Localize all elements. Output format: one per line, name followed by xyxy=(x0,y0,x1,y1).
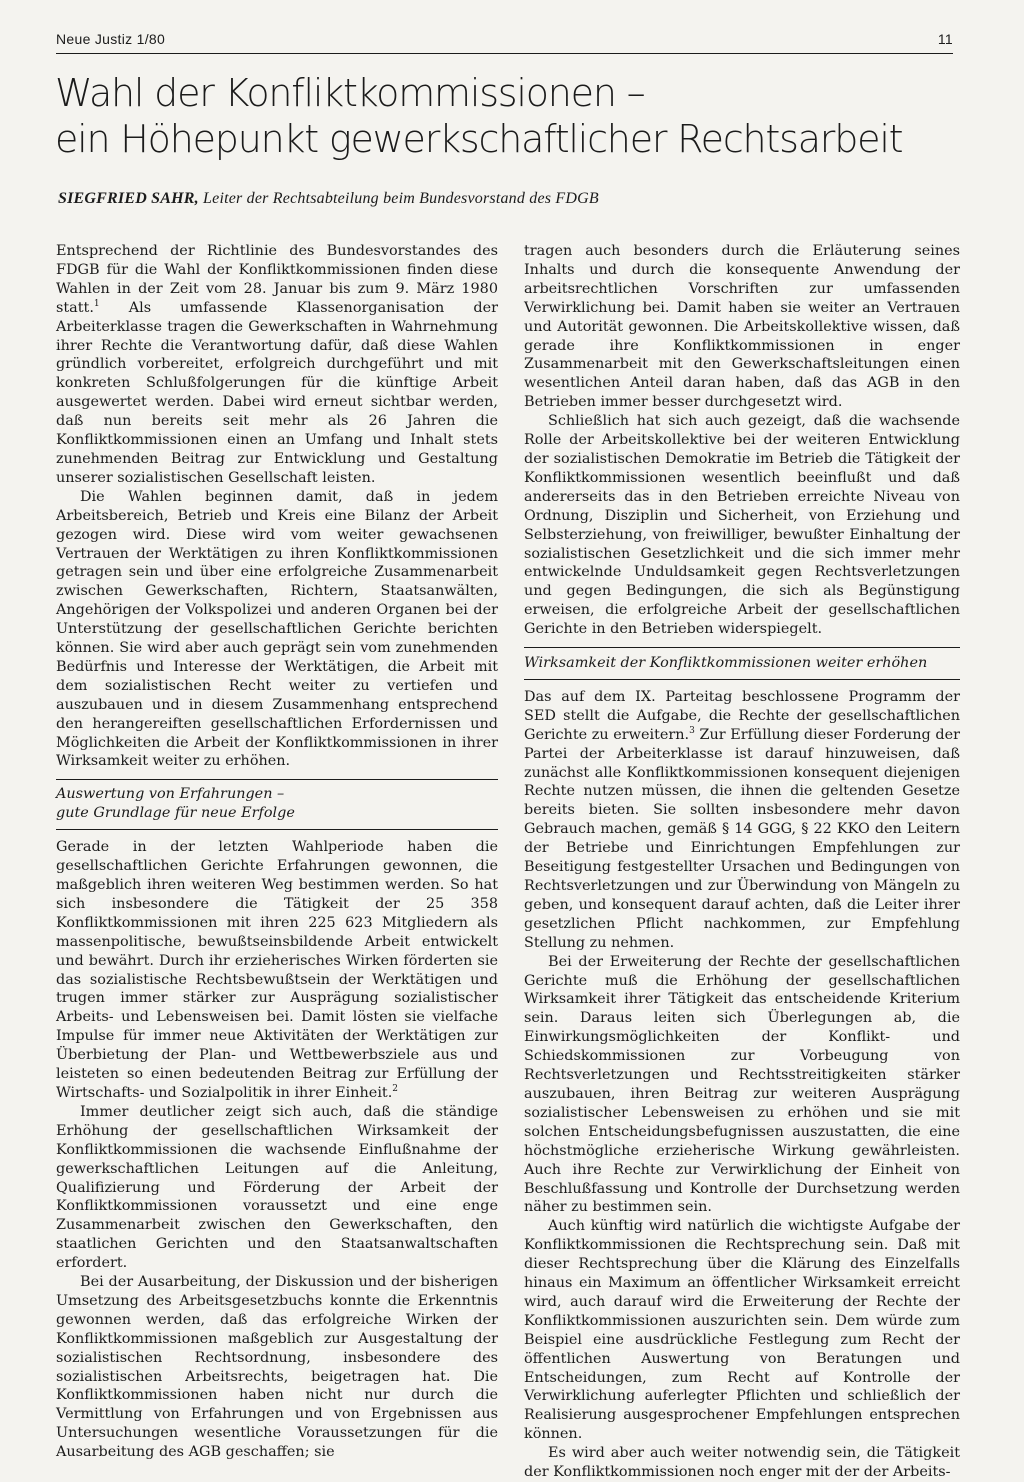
article-title xyxy=(55,70,955,162)
paragraph-text: Entsprechend der Richtlinie des Bundesvorstandes des FDGB für die Wahl der Konfliktkommissionen finden diese Wahlen in der Zeit vom 28. Januar bis zum 9. März 1980 statt. xyxy=(56,243,498,316)
author-role: Leiter der Rechtsabteilung beim Bundesvorstand des FDGB xyxy=(198,190,599,207)
spacer xyxy=(56,830,498,838)
left-column xyxy=(56,242,498,1462)
page-number: 11 xyxy=(937,31,953,47)
paragraph: Die Wahlen beginnen damit, daß in jedem Arbeitsbereich, Betrieb und Kreis eine Bilanz der Arbeit gezogen wird. Diese wird vom weiter gewachsenen Vertrauen der Werktätigen zu ihren Konfliktkommissionen getragen sein und über eine erfolgreiche Zusammenarbeit zwischen Gewerkschaften, Richtern, Staatsanwälten, Angehörigen der Volkspolizei und anderen Organen bei der Unterstützung der gesellschaftlichen Gerichte berichten können. Sie wird aber auch geprägt sein vom zunehmenden Bedürfnis und Interesse der Werktätigen, die Arbeit mit dem sozialistischen Recht weiter zu vertiefen und auszubauen und in diesem Zusammenhang entsprechend den herangereiften gesellschaftlichen Erfordernissen und Möglichkeiten die Arbeit der Konfliktkommissionen in ihrer Wirksamkeit weiter zu erhöhen. xyxy=(56,488,498,770)
section-heading-line: gute Grundlage für neue Erfolge xyxy=(56,805,295,822)
paragraph: Auch künftig wird natürlich die wichtigste Aufgabe der Konfliktkommissionen die Rechtsprechung sein. Daß mit dieser Rechtsprechung über die Klärung des Einzelfalls hinaus ein Maximum an öffentlicher Wirksamkeit erreicht wird, auch darauf wird die Erweiterung der Rechte der Konfliktkommissionen auszurichten sein. Dem würde zum Beispiel eine ausdrückliche Festlegung zum Recht der öffentlichen Auswertung von Beratungen und Entscheidungen, zum Recht auf Kontrolle der Verwirklichung auferlegter Pflichten und schließlich der Realisierung ausgesprochener Empfehlungen entsprechen können. xyxy=(524,1218,960,1443)
section-heading: Wirksamkeit der Konfliktkommissionen weiter erhöhen xyxy=(524,655,928,672)
right-column xyxy=(524,242,960,1482)
journal-issue: Neue Justiz 1/80 xyxy=(56,31,166,47)
paragraph: Bei der Erweiterung der Rechte der gesellschaftlichen Gerichte muß die Erhöhung der gesellschaftlichen Wirksamkeit ihrer Tätigkeit das entscheidende Kriterium sein. Daraus leiten sich Überlegungen ab, die Einwirkungsmöglichkeiten der Konflikt- und Schiedskommissionen zur Vorbeugung von Rechtsverletzungen und Rechtsstreitigkeiten stärker auszubauen, ihren Beitrag zur weiteren Ausprägung sozialistischer Lebensweisen zu erhöhen und sie mit solchen Entscheidungsbefugnissen auszustatten, die eine höchstmögliche erzieherische Wirkung gewährleisten. Auch ihre Rechte zur Verwirklichung der Einheit von Beschlußfassung und Kontrolle der Durchsetzung werden näher zu bestimmen sein. xyxy=(524,953,960,1216)
footnote-ref: 3 xyxy=(689,725,695,736)
paragraph-text: Zur Erfüllung dieser Forderung der Partei der Arbeiterklasse ist darauf hinzuweisen, daß zunächst alle Konfliktkommissionen konsequent diejenigen Rechte nutzen müssen, die ihnen die geltenden Gesetze bereits bieten. Sie sollten insbesondere mehr davon Gebrauch machen, gemäß § 14 GGG, § 22 KKO den Leitern der Betriebe und Einrichtungen Empfehlungen zur Beseitigung festgestellter Ursachen und Bedingungen von Rechtsverletzungen und zur Überwindung von Mängeln zu geben, und konsequent darauf achten, daß die Leiter ihrer gesetzlichen Pflicht nachkommen, zur Empfehlung Stellung zu nehmen. xyxy=(524,726,960,951)
title-line-1: Wahl der Konfliktkommissionen – xyxy=(55,71,645,115)
paragraph xyxy=(56,838,498,1103)
paragraph: Immer deutlicher zeigt sich auch, daß die ständige Erhöhung der gesellschaftlichen Wirksamkeit der Konfliktkommissionen die wachsende Einflußnahme der gewerkschaftlichen Leitungen auf die Anleitung, Qualifizierung und Förderung der Arbeit der Konfliktkommissionen voraussetzt und eine enge Zusammenarbeit zwischen den Gewerkschaften, den staatlichen Gerichten und den Staatsanwaltschaften erfordert. xyxy=(56,1103,498,1272)
section-heading-line: Auswertung von Erfahrungen – xyxy=(56,786,285,803)
paragraph-text: Als umfassende Klassenorganisation der Arbeiterklasse tragen die Gewerkschaften in Wahrnehmung ihrer Rechte die Verantwortung dafür, daß diese Wahlen gründlich vorbereitet, erfolgreich durchgeführt und mit konkreten Schlußfolgerungen für die künftige Arbeit ausgewertet werden. Dabei wird erneut sichtbar werden, daß nun bereits seit mehr als 26 Jahren die Konfliktkommissionen einen an Umfang und Inhalt stets zunehmenden Beitrag zur Entwicklung und Gestaltung unserer sozialistischen Gesellschaft leisten. xyxy=(56,299,498,486)
section-heading xyxy=(56,785,498,823)
paragraph-text: Gerade in der letzten Wahlperiode haben die gesellschaftlichen Gerichte Erfahrungen gewonnen, die maßgeblich ihren weiteren Weg bestimmen werden. So hat sich insbesondere die Tätigkeit der 25 358 Konfliktkommissionen mit ihren 225 623 Mitgliedern als massenpolitische, bewußtseinsbildende Arbeit entwickelt und bewährt. Durch ihr erzieherisches Wirken förderten sie das sozialistische Rechtsbewußtsein der Werktätigen und trugen immer stärker zur Ausprägung sozialistischer Arbeits- und Lebensweisen bei. Damit lösten sie vielfache Impulse für immer neue Aktivitäten der Werktätigen zur Überbietung der Plan- und Wettbewerbsziele aus und leisteten so einen bedeutenden Beitrag zur Erfüllung der Wirtschafts- und Sozialpolitik in ihrer Einheit. xyxy=(56,839,498,1101)
spacer xyxy=(524,680,960,688)
author-name: SIEGFRIED SAHR, xyxy=(58,190,199,207)
paragraph: Schließlich hat sich auch gezeigt, daß die wachsende Rolle der Arbeitskollektive bei der weiteren Entwicklung der sozialistischen Demokratie im Betrieb die Tätigkeit der Konfliktkommissionen wesentlich beeinflußt und daß andererseits das in den Betrieben erreichte Niveau von Ordnung, Disziplin und Sicherheit, von Erziehung und Selbsterziehung, von freiwilliger, bewußter Einhaltung der sozialistischen Gesetzlichkeit und die sich immer mehr entwickelnde Unduldsamkeit gegen Rechtsverletzungen und gegen Bedingungen, die sich als Begünstigung erweisen, die erfolgreiche Arbeit der gesellschaftlichen Gerichte in den Betrieben widerspiegelt. xyxy=(524,413,960,638)
spacer xyxy=(524,639,960,647)
paragraph xyxy=(524,688,960,953)
footnote-ref: 2 xyxy=(392,1084,399,1095)
paragraph: Bei der Ausarbeitung, der Diskussion und der bisherigen Umsetzung des Arbeitsgesetzbuchs konnte die Erkenntnis gewonnen werden, daß das erfolgreiche Wirken der Konfliktkommissionen maßgeblich zur Ausgestaltung der sozialistischen Rechtsordnung, insbesondere des sozialistischen Arbeitsrechts, beigetragen hat. Die Konfliktkommissionen haben nicht nur durch die Vermittlung von Erfahrungen und von Ergebnissen aus Untersuchungen wesentliche Voraussetzungen für die Ausarbeitung des AGB geschaffen; sie xyxy=(56,1274,498,1461)
byline xyxy=(58,190,958,208)
spacer xyxy=(56,771,498,779)
footnote-ref: 1 xyxy=(93,298,100,309)
paragraph xyxy=(56,242,498,488)
paragraph: Es wird aber auch weiter notwendig sein, die Tätigkeit der Konfliktkommissionen noch enger mit der der Arbeits- xyxy=(524,1445,960,1481)
paragraph-text: Das auf dem IX. Parteitag beschlossene Programm der SED stellt die Aufgabe, die Rechte der gesellschaftlichen Gerichte zu erweitern. xyxy=(524,688,960,743)
header-rule xyxy=(56,53,953,54)
paragraph: tragen auch besonders durch die Erläuterung seines Inhalts und durch die konsequente Anwendung der arbeitsrechtlichen Vorschriften zur umfassenden Verwirklichung bei. Damit haben sie weiter an Vertrauen und Autorität gewonnen. Die Arbeitskollektive wissen, daß gerade ihre Konfliktkommissionen in enger Zusammenarbeit mit den Gewerkschaftsleitungen einen wesentlichen Anteil daran haben, daß das AGB in den Betrieben immer besser durchgesetzt wird. xyxy=(524,243,960,411)
title-line-2: ein Höhepunkt gewerkschaftlicher Rechtsarbeit xyxy=(55,117,903,161)
